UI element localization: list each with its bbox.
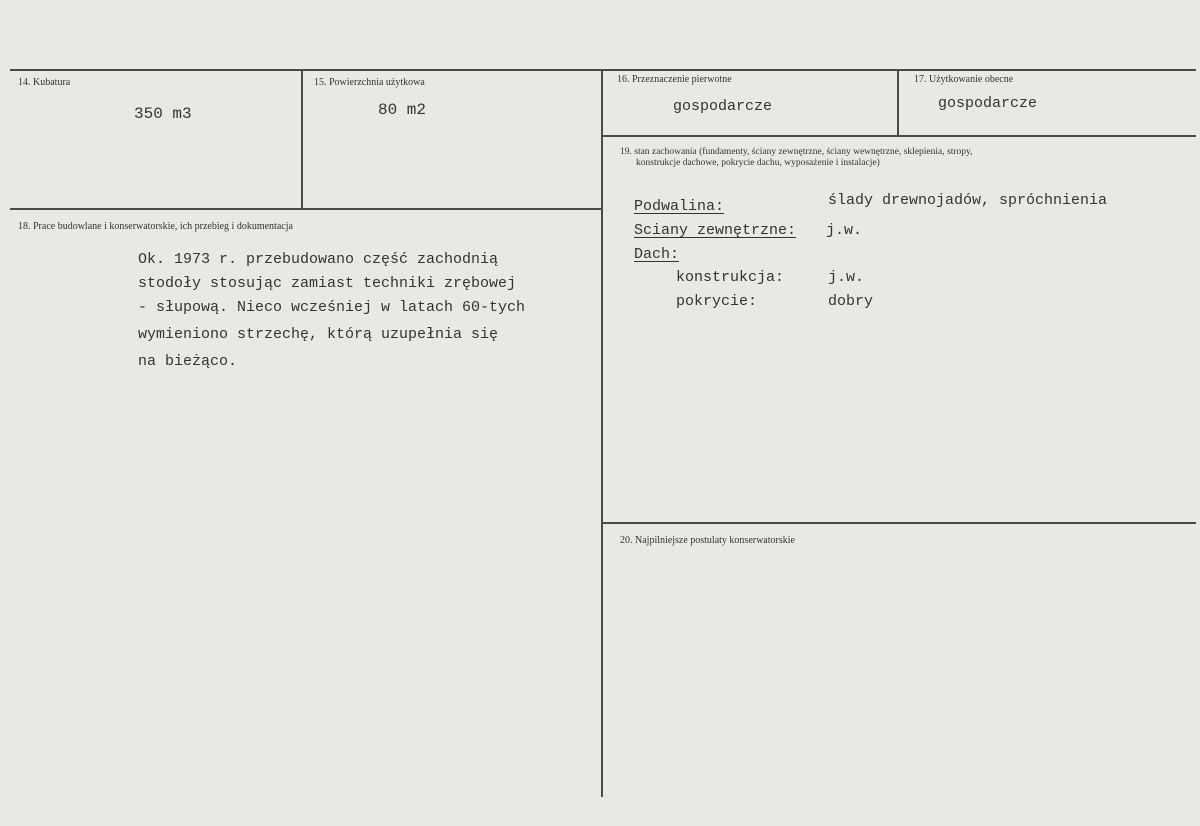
pokrycie-value: dobry — [828, 293, 874, 310]
sciany-value: j.w. — [826, 222, 863, 239]
divider-16-17 — [897, 69, 899, 136]
field-15-value: 80 m2 — [378, 101, 427, 119]
field-18-line: - słupową. Nieco wcześniej w latach 60-tych — [138, 299, 526, 316]
field-16-label: 16. Przeznaczenie pierwotne — [617, 74, 732, 85]
field-18-label: 18. Prace budowlane i konserwatorskie, ich przebieg i dokumentacja — [18, 221, 293, 232]
rule-above-20 — [601, 522, 1196, 524]
field-15-label: 15. Powierzchnia użytkowa — [314, 77, 425, 88]
field-18-line: wymieniono strzechę, którą uzupełnia się — [138, 326, 499, 343]
field-18-line: stodoły stosując zamiast techniki zrębowej — [138, 275, 517, 292]
center-divider — [601, 69, 603, 797]
sciany-key: Sciany zewnętrzne: — [634, 222, 797, 239]
field-19-label-line2: konstrukcje dachowe, pokrycie dachu, wyposażenie i instalacje) — [636, 158, 880, 168]
pokrycie-key: pokrycie: — [676, 293, 758, 310]
dach-key: Dach: — [634, 246, 680, 263]
field-17-value: gospodarcze — [938, 95, 1038, 112]
rule-under-16-17 — [601, 135, 1196, 137]
field-17-label: 17. Użytkowanie obecne — [914, 74, 1014, 85]
field-14-value: 350 m3 — [134, 105, 192, 123]
field-14-label: 14. Kubatura — [18, 77, 71, 88]
field-19-label-line1: 19. stan zachowania (fundamenty, ściany zewnętrzne, ściany wewnętrzne, sklepienia, stropy, — [620, 147, 973, 157]
field-20-label: 20. Najpilniejsze postulaty konserwatorskie — [620, 535, 795, 546]
podwalina-value: ślady drewnojadów, spróchnienia — [828, 192, 1108, 209]
field-18-line: na bieżąco. — [138, 353, 238, 370]
konstrukcja-key: konstrukcja: — [676, 269, 785, 286]
konstrukcja-value: j.w. — [828, 269, 865, 286]
field-16-value: gospodarcze — [673, 98, 773, 115]
divider-14-15 — [301, 69, 303, 209]
top-rule — [10, 69, 1196, 71]
rule-under-14-15 — [10, 208, 602, 210]
field-18-line: Ok. 1973 r. przebudowano część zachodnią — [138, 251, 499, 268]
podwalina-key: Podwalina: — [634, 198, 725, 215]
